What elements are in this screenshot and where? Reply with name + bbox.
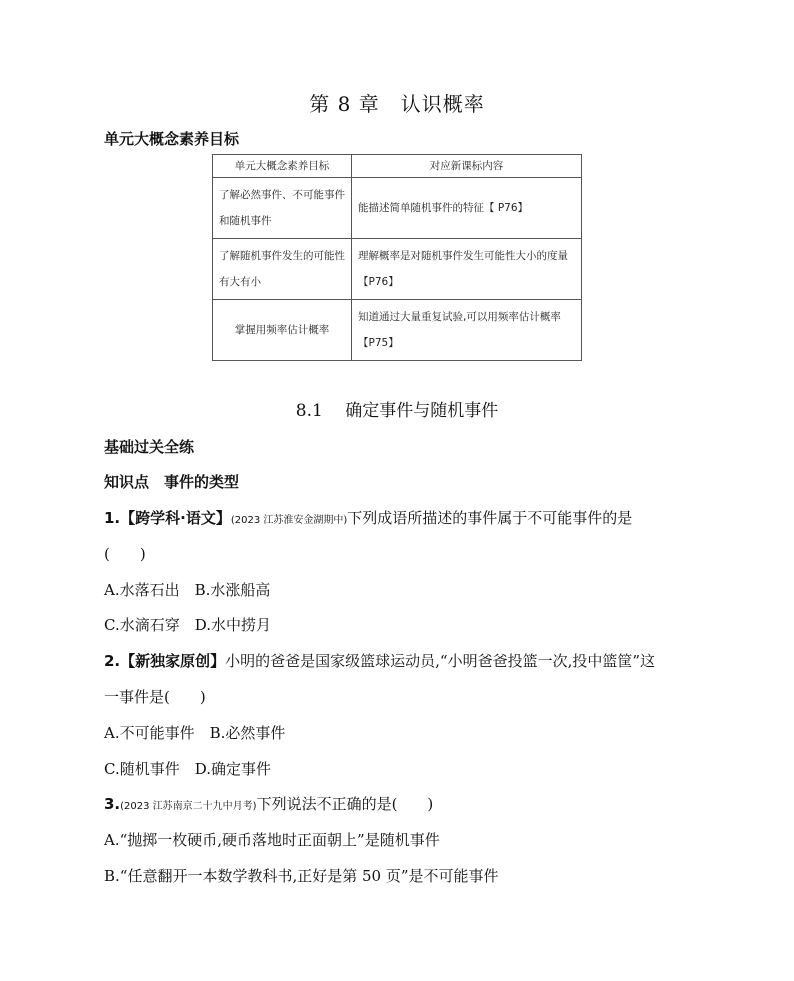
table-row [213, 239, 582, 300]
question-1-source: (2023 江苏淮安金湖期中) [230, 515, 348, 526]
question-1-options-ab: A.水落石出 B.水涨船高 [104, 581, 271, 599]
section-title: 8.1 确定事件与随机事件 [295, 401, 499, 421]
question-2-line [104, 650, 655, 671]
question-2-number: 2. [104, 652, 121, 670]
table-cell: 掌握用频率估计概率 [213, 300, 352, 361]
table-cell: 能描述简单随机事件的特征【 P76】 [352, 178, 582, 239]
question-2-options-cd: C.随机事件 D.确定事件 [104, 760, 271, 778]
question-2-stem: 小明的爸爸是国家级篮球运动员,“小明爸爸投篮一次,投中篮筐”这 [225, 652, 656, 670]
question-3-option-a: A.“抛掷一枚硬币,硬币落地时正面朝上”是随机事件 [104, 831, 440, 849]
question-3-line [104, 793, 433, 814]
question-1-tag: 【跨学科·语文】 [120, 509, 231, 527]
question-1-number: 1. [104, 509, 121, 527]
goals-table-header [213, 155, 582, 178]
question-1-line [104, 507, 632, 528]
goals-header-col2: 对应新课标内容 [352, 155, 582, 178]
question-3-source: (2023 江苏南京二十九中月考) [120, 801, 257, 812]
table-cell: 了解必然事件、不可能事件和随机事件 [213, 178, 352, 239]
question-2-stem-cont: 一事件是( ) [104, 688, 206, 706]
table-cell: 了解随机事件发生的可能性有大有小 [213, 239, 352, 300]
question-1-stem: 下列成语所描述的事件属于不可能事件的是 [347, 509, 633, 527]
table-row [213, 300, 582, 361]
table-cell: 知道通过大量重复试验,可以用频率估计概率【P75】 [352, 300, 582, 361]
question-3-stem: 下列说法不正确的是( ) [256, 795, 434, 813]
table-row [213, 178, 582, 239]
practice-heading: 基础过关全练 [104, 438, 195, 456]
table-cell: 理解概率是对随机事件发生可能性大小的度量【P76】 [352, 239, 582, 300]
question-1-blank: ( ) [104, 545, 146, 563]
question-2-options-ab: A.不可能事件 B.必然事件 [104, 724, 286, 742]
chapter-title: 第 8 章 认识概率 [309, 92, 485, 116]
question-1-options-cd: C.水滴石穿 D.水中捞月 [104, 616, 271, 634]
goals-table [212, 154, 582, 361]
question-3-option-b: B.“任意翻开一本数学教科书,正好是第 50 页”是不可能事件 [104, 867, 499, 885]
question-2-tag: 【新独家原创】 [120, 652, 226, 670]
question-3-number: 3. [104, 795, 121, 813]
unit-goals-heading: 单元大概念素养目标 [104, 130, 240, 148]
knowledge-point-heading: 知识点 事件的类型 [104, 473, 240, 491]
goals-header-col1: 单元大概念素养目标 [213, 155, 352, 178]
